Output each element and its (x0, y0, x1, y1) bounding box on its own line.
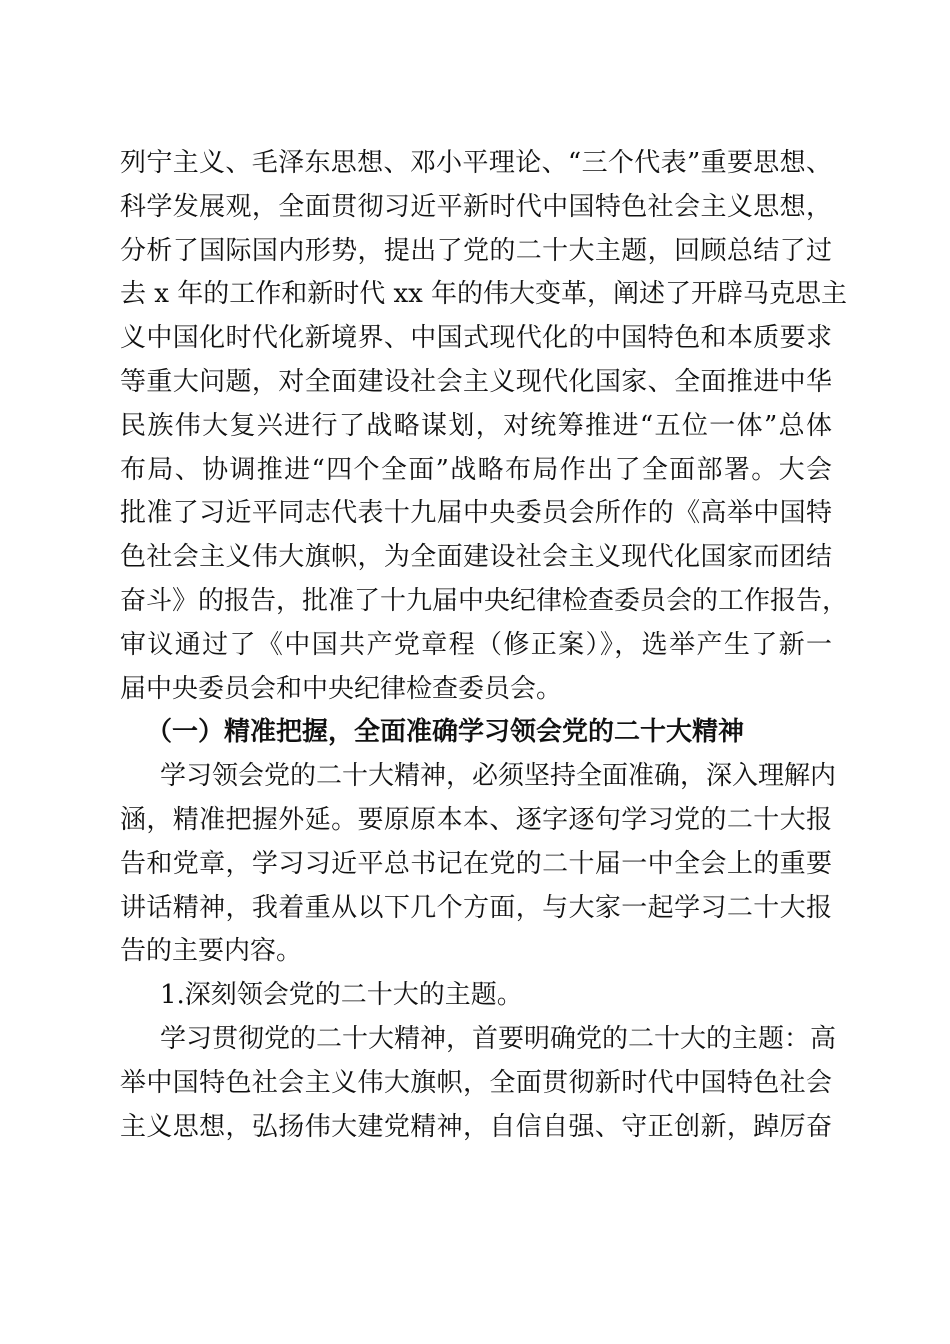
text-line: 分析了国际国内形势，提出了党的二十大主题，回顾总结了过 (120, 235, 832, 266)
text-line: 去 x 年的工作和新时代 xx 年的伟大变革，阐述了开辟马克思主 (120, 279, 848, 310)
paragraph-1 (120, 142, 849, 711)
text-line: 讲话精神，我着重从以下几个方面，与大家一起学习二十大报 (120, 892, 832, 923)
text-line: 涵，精准把握外延。要原原本本、逐字逐句学习党的二十大报 (120, 804, 832, 835)
text-line: 科学发展观，全面贯彻习近平新时代中国特色社会主义思想， (120, 191, 832, 222)
text-line: 色社会主义伟大旗帜，为全面建设社会主义现代化国家而团结 (120, 542, 832, 573)
text-line: 届中央委员会和中央纪律检查委员会。 (120, 673, 563, 704)
text-line: 等重大问题，对全面建设社会主义现代化国家、全面推进中华 (120, 366, 832, 397)
text-line: 主义思想，弘扬伟大建党精神，自信自强、守正创新，踔厉奋 (120, 1111, 832, 1142)
document-body (120, 142, 849, 1149)
paragraph-3 (120, 1018, 837, 1149)
text-line: 列宁主义、毛泽东思想、邓小平理论、“三个代表”重要思想、 (120, 148, 832, 178)
text-line: 民族伟大复兴进行了战略谋划，对统筹推进“五位一体”总体 (120, 410, 832, 441)
text-line: 学习贯彻党的二十大精神，首要明确党的二十大的主题：高 (160, 1023, 837, 1054)
text-line: 告的主要内容。 (120, 936, 303, 967)
subheading: 1.深刻领会党的二十大的主题。 (160, 980, 523, 1011)
text-line: 批准了习近平同志代表十九届中央委员会所作的《高举中国特 (120, 498, 832, 529)
text-line: 告和党章，学习习近平总书记在党的二十届一中全会上的重要 (120, 848, 832, 879)
text-line: 举中国特色社会主义伟大旗帜，全面贯彻新时代中国特色社会 (120, 1067, 832, 1098)
section-heading: （一）精准把握，全面准确学习领会党的二十大精神 (146, 717, 745, 748)
text-line: 学习领会党的二十大精神，必须坚持全面准确，深入理解内 (160, 761, 837, 792)
text-line: 奋斗》的报告，批准了十九届中央纪律检查委员会的工作报告， (120, 585, 849, 616)
text-line: 义中国化时代化新境界、中国式现代化的中国特色和本质要求 (120, 323, 832, 354)
text-line: 布局、协调推进“四个全面”战略布局作出了全面部署。大会 (120, 454, 832, 485)
paragraph-2 (120, 755, 837, 974)
text-line: 审议通过了《中国共产党章程（修正案）》，选举产生了新一 (120, 629, 832, 660)
